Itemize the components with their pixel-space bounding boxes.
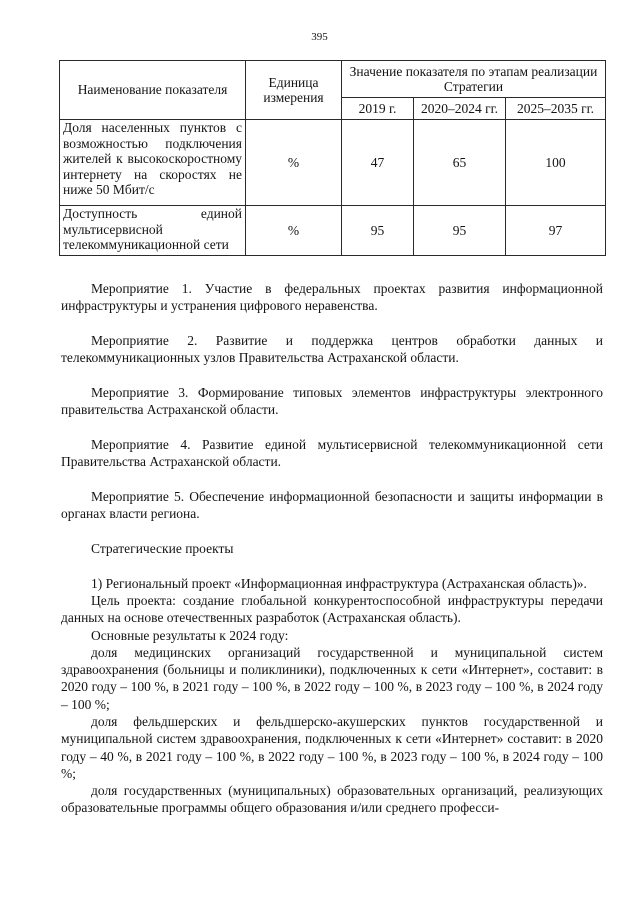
indicator-value-2025-2035: 97	[506, 206, 606, 256]
indicator-value-2019: 95	[342, 206, 414, 256]
project-result-item: доля фельдшерских и фельдшерско-акушерских пунктов государственной и муниципальной систем здравоохранения, подключенных к сети «Интернет» составит: в 2020 году – 40 %, в 2021 году – 100 %, в 2022 году – 100 %, в 2023 году – 100 %, в 2024 году – 100 %;	[61, 713, 603, 781]
page-number: 395	[311, 31, 328, 43]
header-unit: Единица измерения	[246, 61, 342, 120]
indicator-unit: %	[246, 120, 342, 206]
measure-4: Мероприятие 4. Развитие единой мультисервисной телекоммуникационной сети Правительства Астраханской области.	[61, 436, 603, 470]
project-goal: Цель проекта: создание глобальной конкурентоспособной инфраструктуры передачи данных на основе отечественных разработок (Астраханская область).	[61, 592, 603, 626]
project-title: 1) Региональный проект «Информационная инфраструктура (Астраханская область)».	[91, 575, 587, 591]
indicator-value-2025-2035: 100	[506, 120, 606, 206]
header-years-2025-2035: 2025–2035 гг.	[506, 98, 606, 120]
indicator-value-2019: 47	[342, 120, 414, 206]
body-text	[61, 280, 603, 817]
header-years-2020-2024: 2020–2024 гг.	[414, 98, 506, 120]
header-indicator-name: Наименование показателя	[60, 61, 246, 120]
indicator-name: Доступность единой мультисервисной телекоммуникационной сети	[60, 206, 246, 256]
indicator-name: Доля населенных пунктов с возможностью подключения жителей к высокоскоростному интернету на скоростях не ниже 50 Мбит/с	[60, 120, 246, 206]
table-header-row	[60, 61, 606, 98]
indicator-unit: %	[246, 206, 342, 256]
table-row	[60, 206, 606, 256]
measure-3: Мероприятие 3. Формирование типовых элементов инфраструктуры электронного правительства Астраханской области.	[61, 384, 603, 418]
header-value-group: Значение показателя по этапам реализации Стратегии	[342, 61, 606, 98]
project-result-item: доля медицинских организаций государственной и муниципальной систем здравоохранения (больницы и поликлиники), подключенных к сети «Интернет», составит: в 2020 году – 100 %, в 2021 году – 100 %, в 2022 году – 100 %, в 2023 году – 100 %, в 2024 году – 100 %;	[61, 644, 603, 712]
project-results-heading: Основные результаты к 2024 году:	[91, 627, 289, 643]
table-row	[60, 120, 606, 206]
measure-2: Мероприятие 2. Развитие и поддержка центров обработки данных и телекоммуникационных узлов Правительства Астраханской области.	[61, 332, 603, 366]
header-year-2019: 2019 г.	[342, 98, 414, 120]
measure-5: Мероприятие 5. Обеспечение информационной безопасности и защиты информации в органах власти региона.	[61, 488, 603, 522]
indicator-value-2020-2024: 65	[414, 120, 506, 206]
strategic-projects-heading: Стратегические проекты	[91, 540, 234, 556]
measure-1: Мероприятие 1. Участие в федеральных проектах развития информационной инфраструктуры и устранения цифрового неравенства.	[61, 281, 603, 314]
indicators-table	[59, 60, 606, 256]
project-result-item: доля государственных (муниципальных) образовательных организаций, реализующих образовательные программы общего образования и/или среднего професси-	[61, 783, 603, 816]
indicator-value-2020-2024: 95	[414, 206, 506, 256]
